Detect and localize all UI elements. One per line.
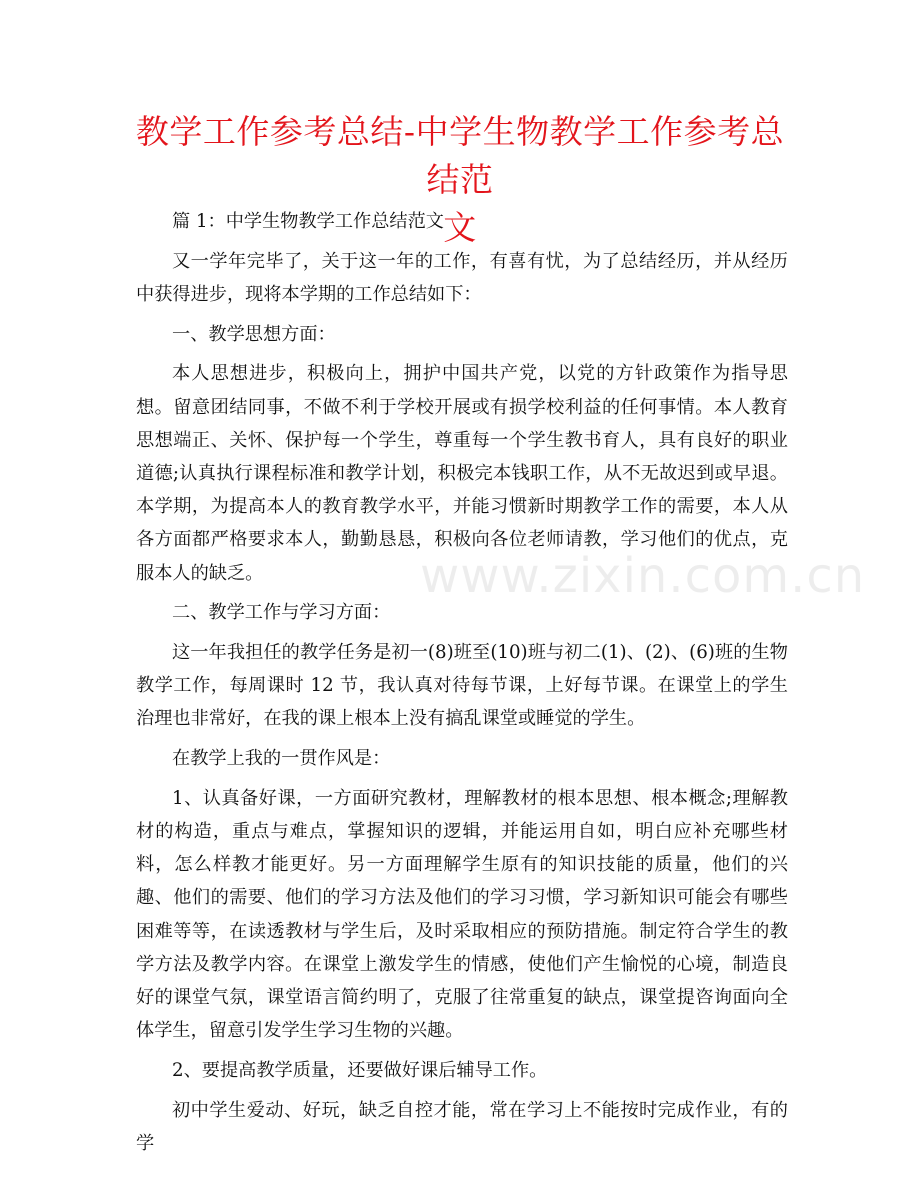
title-line-1: 教学工作参考总结-中学生物教学工作参考总结范 — [135, 112, 785, 199]
point-2-paragraph: 2、要提高教学质量，还要做好课后辅导工作。 — [172, 1059, 548, 1081]
style-heading: 在教学上我的一贯作风是： — [172, 748, 391, 770]
title-line-2: 文 — [443, 208, 477, 247]
document-body — [136, 205, 788, 1166]
section-heading-work: 二、教学工作与学习方面： — [172, 602, 391, 624]
watermark: www.zixin.com.cn — [420, 548, 866, 604]
section-heading-thought: 一、教学思想方面： — [172, 323, 336, 345]
section-heading-article: 篇 1：中学生物教学工作总结范文 — [172, 211, 444, 232]
intro-paragraph: 又一学年完毕了，关于这一年的工作，有喜有忧，为了总结经历，并从经历中获得进步，现将本学期的工作总结如下： — [136, 250, 788, 305]
point-1-paragraph: 1、认真备好课，一方面研究教材，理解教材的根本思想、根本概念;理解教材的构造，重点与难点，掌握知识的逻辑，并能运用自如，明白应补充哪些材料，怎么样教才能更好。另一方面理解学生原有的知识技能的质量，他们的兴趣、他们的需要、他们的学习方法及他们的学习习惯，学习新知识可能会有哪些困难等等，在读透教材与学生后，及时采取相应的预防措施。制定符合学生的教学方法及教学内容。在课堂上激发学生的情感，使他们产生愉悦的心境，制造良好的课堂气氛，课堂语言简约明了，克服了往常重复的缺点，课堂提咨询面向全体学生，留意引发学生学习生物的兴趣。 — [136, 787, 788, 1042]
work-paragraph: 这一年我担任的教学任务是初一(8)班至(10)班与初二(1)、(2)、(6)班的生物教学工作，每周课时 12 节，我认真对待每节课，上好每节课。在课堂上的学生治理也非常好，在我的课上根本上没有搞乱课堂或睡觉的学生。 — [136, 641, 788, 730]
thought-paragraph: 本人思想进步，积极向上，拥护中国共产党，以党的方针政策作为指导思想。留意团结同事，不做不利于学校开展或有损学校利益的任何事情。本人教育思想端正、关怀、保护每一个学生，尊重每一个学生教书育人，具有良好的职业道德;认真执行课程标准和教学计划，积极完本钱职工作，从不无故迟到或早退。本学期，为提高本人的教育教学水平，并能习惯新时期教学工作的需要，本人从各方面都严格要求本人，勤勤恳恳，积极向各位老师请教，学习他们的优点，克服本人的缺乏。 — [136, 363, 788, 584]
closing-paragraph: 初中学生爱动、好玩，缺乏自控才能，常在学习上不能按时完成作业，有的学 — [136, 1099, 788, 1154]
